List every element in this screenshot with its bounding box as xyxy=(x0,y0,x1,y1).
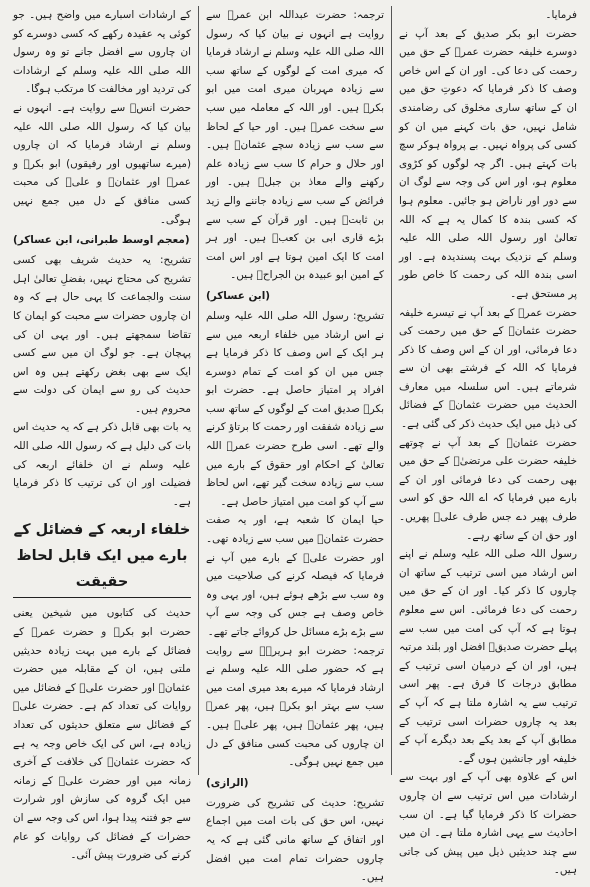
paragraph: یہ بات بھی قابل ذکر ہے کہ یہ حدیث اس بات کی دلیل ہے کہ رسول اللہ صلی اللہ علیہ وسلم نے ان خلفائے اربعہ کی فضیلت اور ان کی ترتیب کا ذکر فرمایا ہے۔ xyxy=(13,421,191,508)
paragraph: ترجمہ: حضرت ابو ہریرہؓ سے روایت ہے کہ حضور صلی اللہ علیہ وسلم نے ارشاد فرمایا کہ میرے بعد میری امت میں سب سے بہتر ابو بکرؓ ہیں، پھر عمرؓ ہیں، پھر عثمانؓ ہیں، پھر علیؓ ہیں۔ ان چاروں کی محبت کسی منافق کے دل میں جمع نہیں ہوگی۔ xyxy=(206,644,384,769)
paragraph: حدیث کی کتابوں میں شیخین یعنی حضرت ابو بکرؓ و حضرت عمرؓ کے فضائل کے بارے میں بہت زیادہ حدیثیں ملتی ہیں، ان کے مقابلہ میں حضرت عثمانؓ اور حضرت علیؓ کے فضائل میں روایات کی تعداد کم ہے۔ حضرت علیؓ کے فضائل سے متعلق حدیثوں کی تعداد زیادہ ہے، اس کی ایک خاص وجہ یہ ہے کہ حضرت عثمانؓ کی خلافت کے آخری زمانہ میں اور حضرت علیؓ کے زمانہ میں ایک گروہ کی سازش اور شرارت سے جو فتنہ پیدا ہوا، اس کی وجہ سے ان حضرات کے فضائل کی روایات کو عام کرنے کی ضرورت پیش آئی۔ xyxy=(13,607,191,862)
paragraph: حضرت عثمانؓ کے بعد آپ نے چوتھے خلیفہ حضرت علی مرتضیٰؓ کے حق میں بھی رحمت کی دعا فرمائی اور ان کے بارے میں فرمایا کہ اے اللہ حق کو اسی طرف پھیر دے جس طرف علیؓ پھریں۔ اور حق ان کے ساتھ رہے۔ xyxy=(399,436,577,542)
paragraph: حیا ایمان کا شعبہ ہے، اور یہ صفت حضرت عثمانؓ میں سب سے زیادہ تھی۔ اور حضرت علیؓ کے بارے میں آپ نے فرمایا کہ فیصلہ کرنے کی صلاحیت میں وہ سب سے بڑھے ہوئے ہیں، اور یہی وہ خاص وصف ہے جس کی وجہ سے آپ سے بڑے بڑے مسائل حل کروائے جاتے تھے۔ xyxy=(206,514,384,638)
paragraph: حضرت انسؓ سے روایت ہے۔ انہوں نے بیان کیا کہ رسول اللہ صلی اللہ علیہ وسلم نے ارشاد فرمایا کہ ان چاروں (میرے ساتھیوں اور رفیقوں) ابو بکرؓ و عمرؓ اور عثمانؓ و علیؓ کی محبت کسی منافق کے دل میں جمع نہیں ہوگی۔ xyxy=(13,101,191,226)
paragraph: ترجمہ: حضرت عبداللہ ابن عمرؓ سے روایت ہے انہوں نے بیان کیا کہ رسول اللہ صلی اللہ علیہ وسلم نے ارشاد فرمایا کہ میری امت کے لوگوں کے ساتھ سب سے زیادہ مہربان میری امت میں ابو بکرؓ ہیں۔ اور اللہ کے معاملہ میں سب سے سخت عمرؓ ہیں۔ اور حیا کے لحاظ سے سب سے زیادہ سچے عثمانؓ ہیں۔ اور حلال و حرام کا سب سے زیادہ علم رکھنے والے معاذ بن جبلؓ ہیں۔ اور فرائض کے سب سے زیادہ جاننے والے زید بن ثابتؓ ہیں۔ اور قرآن کے سب سے بڑے قاری ابی بن کعبؓ ہیں۔ اور ہر امت کا ایک امین ہوتا ہے اور اس امت کے امین ابو عبیدہ بن الجراحؓ ہیں۔ xyxy=(206,9,384,282)
hadith-reference: (معجم اوسط طبرانی، ابن عساکر) xyxy=(13,234,190,247)
text-column-1 xyxy=(392,6,584,877)
paragraph: تشریح: یہ حدیث شریف بھی کسی تشریح کی محتاج نہیں، بفضلِ تعالیٰ اہل سنت والجماعت کا یہی حال ہے کہ وہ ان چاروں حضرات سے محبت کو ایمان کا تقاضا سمجھتے ہیں۔ اور یہی ان کی پہچان ہے۔ جو لوگ ان میں سے کسی ایک سے بھی بغض رکھتے ہیں وہ اس حدیث کی رو سے ایمان کی دولت سے محروم ہیں۔ xyxy=(13,254,191,415)
hadith-reference: (الرازی) xyxy=(206,776,249,789)
paragraph: تشریح: حدیث کی تشریح کی ضرورت نہیں، اس حق کی بات امت میں اجماع اور اتفاق کے ساتھ مانی گئی ہے کہ یہ چاروں حضرات تمام امت میں افضل ہیں۔ xyxy=(206,796,384,884)
text-column-2 xyxy=(199,6,392,884)
paragraph: فرمایا۔ xyxy=(545,9,577,21)
hadith-reference: (ابن عساکر) xyxy=(206,289,271,302)
paragraph: حضرت ابو بکر صدیق کے بعد آپ نے دوسرے خلیفہ حضرت عمرؓ کے حق میں رحمت کی دعا کی۔ اور ان کے اس خاص وصف کا ذکر فرمایا کہ دعوتِ حق میں ان کے ساتھ ساری مخلوق کی رضامندی شامل نہیں، حق بات کہنے میں ان کو کسی کی پرواہ نہیں۔ بے پرواہ ہوکر سچ بات کہتے ہیں۔ اگر چہ لوگوں کو کڑوی معلوم ہو، اور اس کی وجہ سے لوگ ان سے دور اور ناراض ہو جائیں۔ معلوم ہوا کہ کسی بندہ کا کمال یہ ہے کہ اللہ تعالیٰ اور رسول اللہ صلی اللہ علیہ وسلم کے نزدیک بہت پسندیدہ ہے۔ اور اسی بندہ اللہ کی رحمت کا خاص طور پر مستحق ہے۔ xyxy=(399,27,577,300)
section-heading: خلفاء اربعہ کے فضائل کے بارے میں ایک قابل لحاظ حقیقت xyxy=(13,517,191,598)
paragraph: کے ارشادات اسبارے میں واضح ہیں۔ جو کوئی یہ عقیدہ رکھے کہ کسی دوسرے کو ان چاروں سے افضل جانے تو وہ رسول اللہ صلی اللہ علیہ وسلم کے ارشادات کی تردید اور مخالفت کا مرتکب ہوگا۔ xyxy=(13,9,191,96)
paragraph: رسول اللہ صلی اللہ علیہ وسلم نے اپنے اس ارشاد میں اسی ترتیب کے ساتھ ان چاروں کا ذکر کیا۔ اور ان کے حق میں رحمت کی دعا فرمائی۔ اس سے معلوم ہوتا ہے کہ آپ کی امت میں سب سے پہلے حضرت صدیقؓ افضل اور بلند مرتبہ ہیں، اور ان کے درمیان اسی ترتیب کے مطابق درجات کا فرق ہے۔ پھر اسی ترتیب سے یہ اشارہ ملتا ہے کہ آپ کے بعد یہ چاروں حضرات اسی ترتیب کے مطابق آپ کے بعد یکے بعد دیگرے آپ کے خلیفہ اور جانشین ہوں گے۔ xyxy=(399,548,577,765)
paragraph: حضرت عمرؓ کے بعد آپ نے تیسرے خلیفہ حضرت عثمانؓ کے حق میں رحمت کی دعا فرمائی، اور ان کے اس وصف کا ذکر فرمایا کہ اللہ کے فرشتے بھی ان سے شرماتے ہیں۔ اس سلسلہ میں معارف الحدیث میں حضرت عثمانؓ کے فضائل کی ذیل میں ایک حدیث ذکر کی گئی ہے۔ xyxy=(399,306,577,431)
text-column-3 xyxy=(6,6,199,862)
paragraph: تشریح: رسول اللہ صلی اللہ علیہ وسلم نے اس ارشاد میں خلفاء اربعہ میں سے ہر ایک کے اس وصف کا ذکر فرمایا ہے جس میں ان کو امت کے تمام دوسرے افراد پر امتیاز حاصل ہے۔ حضرت ابو بکرؓ صدیق امت کے لوگوں کے ساتھ سب سے زیادہ شفقت اور رحمت کا برتاؤ کرنے والے تھے۔ اسی طرح حضرت عمرؓ اللہ تعالیٰ کے احکام اور حقوق کے بارے میں سب سے زیادہ سخت گیر تھے، اس لحاظ سے آپ کو امت میں امتیاز حاصل ہے۔ xyxy=(206,309,384,508)
paragraph: اس کے علاوہ بھی آپ کے اور بہت سے ارشادات میں اس ترتیب سے ان چاروں حضرات کا ذکر فرمایا گیا ہے۔ ان سب احادیث سے یہی اشارہ ملتا ہے۔ ان میں سے چند حدیثیں ذیل میں پیش کی جاتی ہیں۔ xyxy=(399,771,577,877)
